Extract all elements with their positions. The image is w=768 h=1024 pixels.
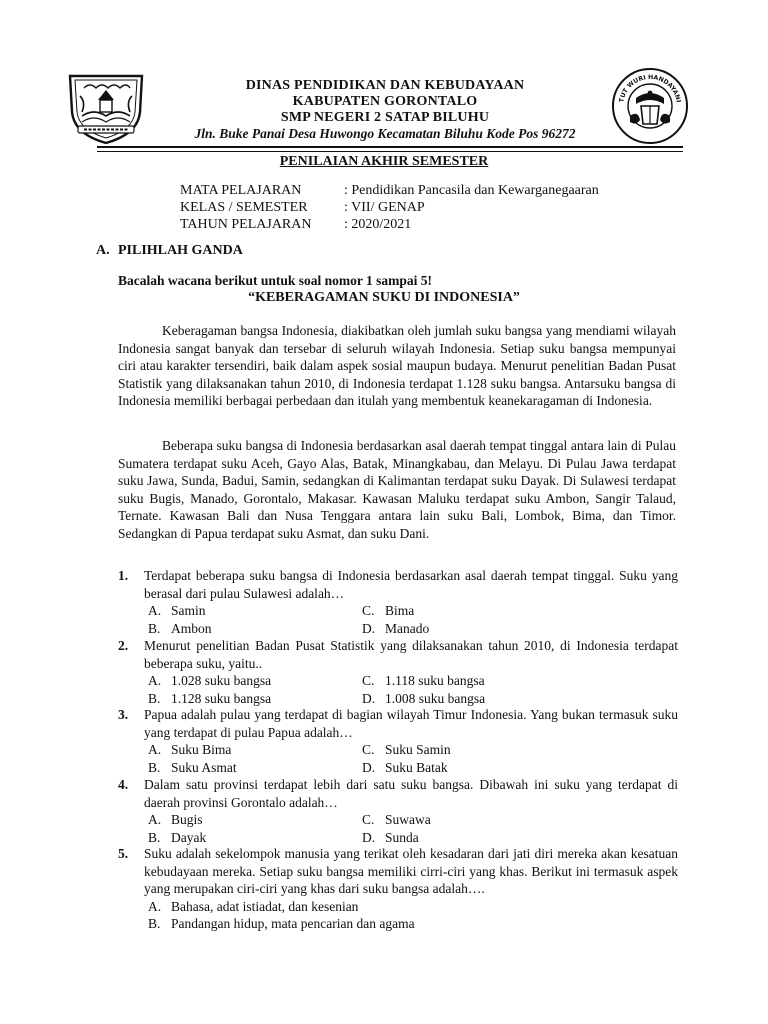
question-item xyxy=(118,567,678,637)
question-item xyxy=(118,845,678,933)
question-number: 1. xyxy=(118,568,129,583)
option-letter: D. xyxy=(362,620,376,636)
regency-name: KABUPATEN GORONTALO xyxy=(292,94,478,109)
letterhead xyxy=(150,78,620,142)
reading-title: “KEBERAGAMAN SUKU DI INDONESIA” xyxy=(248,290,520,305)
answer-option-d[interactable] xyxy=(362,829,576,847)
question-text: Menurut penelitian Badan Pusat Statistik yang dilaksanakan tahun 2010, di Indonesia terdapat beberapa suku, yaitu.. xyxy=(144,638,678,671)
option-text: Bugis xyxy=(171,812,203,828)
question-text: Papua adalah pulau yang terdapat di bagian wilayah Timur Indonesia. Yang bukan termasuk suku yang terdapat di pulau Papua adalah… xyxy=(144,707,678,740)
info-label: KELAS / SEMESTER xyxy=(180,200,308,215)
school-address: Jln. Buke Panai Desa Huwongo Kecamatan Biluhu Kode Pos 96272 xyxy=(194,126,576,141)
option-text: Dayak xyxy=(171,829,207,845)
option-letter: A. xyxy=(148,673,162,689)
answer-option-c[interactable] xyxy=(362,672,576,690)
option-letter: B. xyxy=(148,916,161,932)
option-text: Sunda xyxy=(385,829,419,845)
gorontalo-regency-emblem-icon xyxy=(64,72,148,146)
letterhead-divider-thick xyxy=(97,146,683,148)
option-text: 1.008 suku bangsa xyxy=(385,690,486,706)
option-text: Suku Samin xyxy=(385,742,451,758)
answer-option-d[interactable] xyxy=(362,759,576,777)
option-letter: D. xyxy=(362,829,376,845)
option-letter: A. xyxy=(148,603,162,619)
option-letter: B. xyxy=(148,829,161,845)
question-text: Dalam satu provinsi terdapat lebih dari satu suku bangsa. Dibawah ini suku yang terdapat di daerah provinsi Gorontalo adalah… xyxy=(144,777,678,810)
answer-options xyxy=(148,741,678,776)
option-text: Suku Bima xyxy=(171,742,232,758)
answer-option-a[interactable] xyxy=(148,672,362,690)
answer-option-a[interactable] xyxy=(148,602,362,620)
answer-options xyxy=(148,898,678,933)
answer-option-b[interactable] xyxy=(148,620,362,638)
answer-option-b[interactable] xyxy=(148,690,362,708)
option-text: 1.028 suku bangsa xyxy=(171,673,272,689)
answer-option-a[interactable] xyxy=(148,741,362,759)
option-text: 1.128 suku bangsa xyxy=(171,690,272,706)
info-label: MATA PELAJARAN xyxy=(180,183,302,198)
answer-option-c[interactable] xyxy=(362,602,576,620)
question-item xyxy=(118,706,678,776)
section-title: PILIHLAH GANDA xyxy=(118,243,243,258)
option-text: Bima xyxy=(385,603,415,619)
emblem-motto: TUT WURI HANDAYANI xyxy=(618,73,682,103)
option-letter: C. xyxy=(362,673,375,689)
paragraph-text: Beberapa suku bangsa di Indonesia berdasarkan asal daerah tempat tinggal antara lain di Pulau Sumatera terdapat suku Aceh, Gayo Alas, Batak, Minangkabau, dan Melayu. Di Pulau Jawa terdapat suku Jawa, Sunda, Badui, Samin, sedangkan di Kalimantan terdapat suku Dayak. Di Sulawesi terdapat suku Bugis, Manado, Gorontalo, Makasar. Kawasan Maluku terdapat suku Ambon, Sangir Talaud, Ternate. Kawasan Bali dan Nusa Tenggara antara lain suku Bali, Lombok, Bima, dan Timor. Sedangkan di Papua terdapat suku Asmat, dan suku Dani. xyxy=(118,438,676,541)
info-value: : Pendidikan Pancasila dan Kewarganegaaran xyxy=(344,183,599,198)
question-text: Suku adalah sekelompok manusia yang terikat oleh kesadaran dari jati diri mereka akan kesatuan kebudayaan mereka. Setiap suku bangsa memiliki cirri-ciri yang khas. Berikut ini termasuk aspek yang merupakan ciri-ciri yang khas dari suku bangsa adalah…. xyxy=(144,846,678,897)
info-row-year xyxy=(180,216,599,233)
school-name: SMP NEGERI 2 SATAP BILUHU xyxy=(280,110,490,125)
tut-wuri-handayani-emblem-icon xyxy=(610,66,690,146)
option-text: Ambon xyxy=(171,620,212,636)
info-row-subject xyxy=(180,182,599,199)
option-letter: D. xyxy=(362,759,376,775)
option-text: Samin xyxy=(171,603,206,619)
option-text: 1.118 suku bangsa xyxy=(385,673,485,689)
option-text: Suwawa xyxy=(385,812,431,828)
agency-name: DINAS PENDIDIKAN DAN KEBUDAYAAN xyxy=(245,78,525,93)
exam-title: PENILAIAN AKHIR SEMESTER xyxy=(279,154,489,169)
option-letter: A. xyxy=(148,812,162,828)
option-letter: C. xyxy=(362,742,375,758)
answer-options xyxy=(148,811,678,846)
question-item xyxy=(118,776,678,846)
info-value: : 2020/2021 xyxy=(344,217,412,232)
question-item xyxy=(118,637,678,707)
answer-options xyxy=(148,602,678,637)
answer-option-b[interactable] xyxy=(148,759,362,777)
answer-option-b[interactable] xyxy=(148,915,678,933)
option-letter: C. xyxy=(362,812,375,828)
option-text: Pandangan hidup, mata pencarian dan agama xyxy=(171,916,415,932)
answer-option-c[interactable] xyxy=(362,741,576,759)
option-letter: B. xyxy=(148,690,161,706)
reading-paragraph xyxy=(118,322,676,410)
answer-option-c[interactable] xyxy=(362,811,576,829)
question-number: 3. xyxy=(118,707,129,722)
answer-option-a[interactable] xyxy=(148,811,362,829)
section-heading xyxy=(96,243,243,259)
option-letter: D. xyxy=(362,690,376,706)
info-value: : VII/ GENAP xyxy=(344,200,425,215)
paragraph-text: Keberagaman bangsa Indonesia, diakibatkan oleh jumlah suku bangsa yang mendiami wilayah Indonesia sangat banyak dan tersebar di seluruh wilayah Indonesia. Setiap suku bangsa mempunyai ciri atau karakter tersendiri, baik dalam aspek sosial maupun budaya. Menurut penelitian Badan Pusat Statistik yang dilaksanakan tahun 2010, di Indonesia terdapat 1.128 suku bangsa. Antarsuku bangsa di Indonesia memiliki berbagai perbedaan dan itulah yang membentuk keanekaragaman di Indonesia. xyxy=(118,323,676,409)
answer-option-d[interactable] xyxy=(362,620,576,638)
option-letter: B. xyxy=(148,759,161,775)
letterhead-divider-thin xyxy=(97,151,683,152)
option-text: Manado xyxy=(385,620,430,636)
answer-options xyxy=(148,672,678,707)
answer-option-a[interactable] xyxy=(148,898,678,916)
info-row-class xyxy=(180,199,599,216)
reading-instruction: Bacalah wacana berikut untuk soal nomor 1 sampai 5! xyxy=(118,273,433,288)
option-text: Bahasa, adat istiadat, dan kesenian xyxy=(171,898,359,914)
question-number: 4. xyxy=(118,777,129,792)
option-letter: C. xyxy=(362,603,375,619)
question-text: Terdapat beberapa suku bangsa di Indonesia berdasarkan asal daerah tempat tinggal. Suku yang berasal dari pulau Sulawesi adalah… xyxy=(144,568,678,601)
answer-option-b[interactable] xyxy=(148,829,362,847)
answer-option-d[interactable] xyxy=(362,690,576,708)
option-text: Suku Asmat xyxy=(171,759,237,775)
option-letter: A. xyxy=(148,742,162,758)
option-letter: A. xyxy=(148,898,162,914)
reading-paragraph xyxy=(118,437,676,543)
option-letter: B. xyxy=(148,620,161,636)
section-letter: A. xyxy=(96,243,110,258)
exam-info-block xyxy=(180,182,599,233)
option-text: Suku Batak xyxy=(385,759,448,775)
question-number: 5. xyxy=(118,846,129,861)
question-number: 2. xyxy=(118,638,129,653)
info-label: TAHUN PELAJARAN xyxy=(180,217,312,232)
